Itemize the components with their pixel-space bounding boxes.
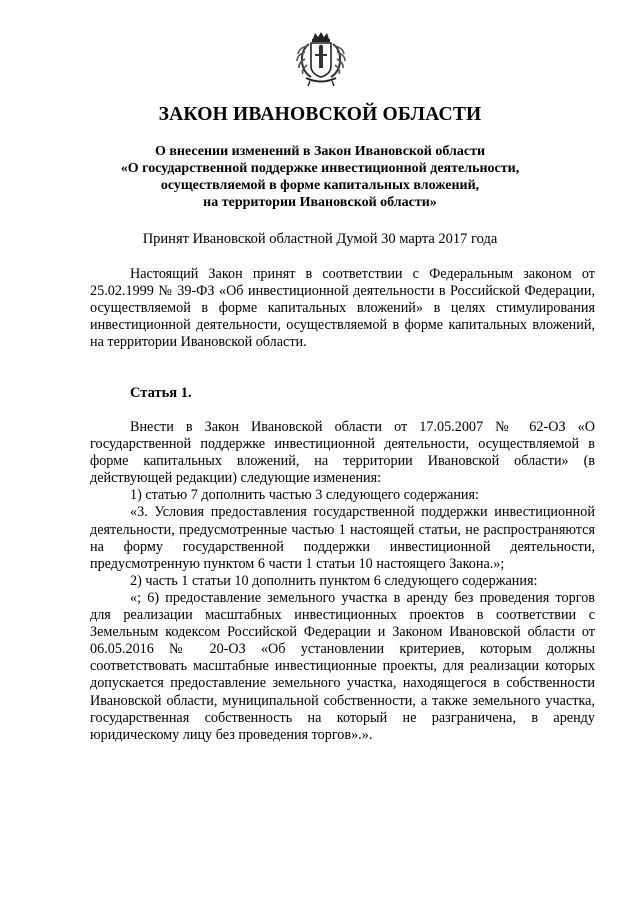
law-title: ЗАКОН ИВАНОВСКОЙ ОБЛАСТИ: [158, 104, 482, 125]
article-paragraph: 1) статью 7 дополнить частью 3 следующего содержания:: [130, 487, 479, 504]
subtitle-line: «О государственной поддержке инвестиционной деятельности,: [120, 161, 520, 176]
ivanovo-coat-of-arms-icon: [292, 30, 350, 88]
article-paragraph: «3. Условия предоставления государственной поддержки инвестиционной деятельности, предусмотренные частью 1 настоящей статьи, не распространяются на форму государственной поддержки инвестиционной деятельности, предусмотренную пунктом 6 части 1 статьи 10 настоящего Закона.»;: [90, 504, 595, 572]
article-paragraph: 2) часть 1 статьи 10 дополнить пунктом 6 следующего содержания:: [130, 572, 538, 589]
intro-paragraph: Настоящий Закон принят в соответствии с Федеральным законом от 25.02.1999 № 39-ФЗ «Об инвестиционной деятельности в Российской Федерации, осуществляемой в форме капитальных вложений» в целях стимулирования инвестиционной деятельности, осуществляемой в форме капитальных вложений, на территории Ивановской области.: [90, 266, 595, 351]
article-body: [90, 419, 595, 744]
subtitle-line: на территории Ивановской области»: [203, 195, 437, 210]
subtitle-line: осуществляемой в форме капитальных вложений,: [160, 178, 480, 193]
law-subtitle: [90, 143, 550, 211]
article-paragraph: Внести в Закон Ивановской области от 17.05.2007 № 62-ОЗ «О государственной поддержке инвестиционной деятельности, осуществляемой в форме капитальных вложений, на территории Ивановской области» (в действующей редакции) следующие изменения:: [90, 419, 595, 487]
article-paragraph: «; 6) предоставление земельного участка в аренду без проведения торгов для реализации масштабных инвестиционных проектов в соответствии с Земельным кодексом Российской Федерации и Законом Ивановской области от 06.05.2016 № 20-ОЗ «Об установлении критериев, которым должны соответствовать масштабные инвестиционные проекты, для реализации которых допускается предоставление земельного участка, находящегося в собственности Ивановской области, муниципальной собственности, а также земельного участка, государственная собственность на который не разграничена, в аренду юридическому лицу без проведения торгов».».: [90, 589, 595, 743]
intro-section: [90, 266, 595, 351]
subtitle-line: О внесении изменений в Закон Ивановской области: [154, 144, 486, 159]
article-heading: Статья 1.: [130, 385, 192, 401]
adoption-line: Принят Ивановской областной Думой 30 марта 2017 года: [142, 231, 498, 247]
